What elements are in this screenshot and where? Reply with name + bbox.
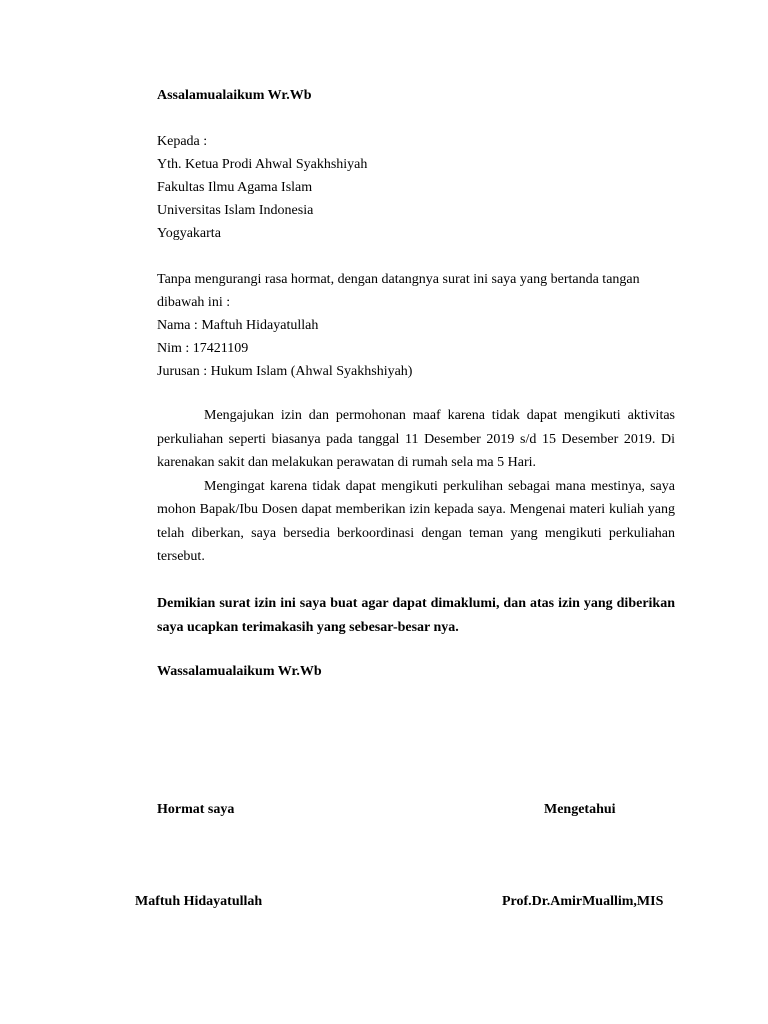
signature-name-right: Prof.Dr.AmirMuallim,MIS [502,894,664,909]
name-field: Nama : Maftuh Hidayatullah [157,318,319,333]
intro-text: dibawah ini : [157,295,231,310]
body-paragraph: Mengajukan izin dan permohonan maaf karena tidak dapat mengikuti aktivitas perkuliahan seperti biasanya pada tanggal 11 Desember 2019 s/d 15 Desember 2019. Di karenakan sakit dan melakukan perawatan di rumah sela ma 5 Hari. [157,408,675,470]
intro-text: Tanpa mengurangi rasa hormat, dengan datangnya surat ini saya yang bertanda tangan [157,272,640,287]
major-field: Jurusan : Hukum Islam (Ahwal Syakhshiyah) [157,364,413,379]
signature-label-left: Hormat saya [157,802,235,817]
recipient-line: Kepada : [157,134,208,149]
letter-body [157,404,675,569]
body-paragraph: Mengingat karena tidak dapat mengikuti perkulihan sebagai mana mestinya, saya mohon Bapak/Ibu Dosen dapat memberikan izin kepada saya. Mengenai materi kuliah yang telah diberkan, saya bersedia berkoordinasi dengan teman yang mengikuti perkuliahan tersebut. [157,478,675,564]
farewell: Wassalamualaikum Wr.Wb [157,664,322,679]
closing-statement [157,592,675,639]
recipient-line: Fakultas Ilmu Agama Islam [157,180,313,195]
recipient-line: Universitas Islam Indonesia [157,203,314,218]
recipient-line: Yogyakarta [157,226,221,241]
closing-text: Demikian surat izin ini saya buat agar dapat dimaklumi, dan atas izin yang diberikan saya ucapkan terimakasih yang sebesar-besar nya. [157,596,675,635]
greeting: Assalamualaikum Wr.Wb [157,88,312,103]
signature-label-right: Mengetahui [544,802,616,817]
nim-field: Nim : 17421109 [157,341,249,356]
recipient-line: Yth. Ketua Prodi Ahwal Syakhshiyah [157,157,368,172]
signature-name-left: Maftuh Hidayatullah [135,894,263,909]
